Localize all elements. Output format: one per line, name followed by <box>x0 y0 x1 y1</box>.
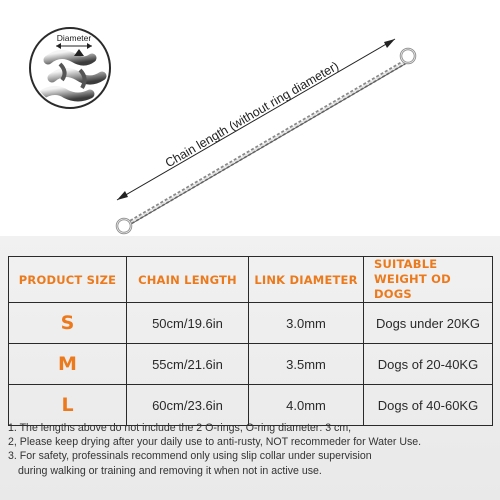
chain-length-cell: 60cm/23.6in <box>127 385 249 426</box>
size-cell: M <box>9 344 127 385</box>
chain-length-cell: 50cm/19.6in <box>127 303 249 344</box>
size-cell: S <box>9 303 127 344</box>
chain-length-cell: 55cm/21.6in <box>127 344 249 385</box>
link-detail-inset <box>30 28 110 108</box>
suitable-weight-cell: Dogs of 20-40KG <box>364 344 493 385</box>
link-diameter-cell: 3.0mm <box>249 303 364 344</box>
note-line: 3. For safety, professinals recommend only using slip collar under supervision <box>8 450 372 463</box>
link-diameter-cell: 3.5mm <box>249 344 364 385</box>
note-line: 1. The lengths above do not include the 2 O-rings, O-ring diameter: 3 cm, <box>8 422 352 434</box>
diameter-label: Diameter <box>56 33 92 43</box>
table-row <box>9 385 493 426</box>
note-line: during walking or training and removing it when not in active use. <box>18 464 322 477</box>
table-row <box>9 344 493 385</box>
suitable-weight-cell: Dogs of 40-60KG <box>364 385 493 426</box>
header-product-size: PRODUCT SIZE <box>9 257 127 303</box>
header-chain-length: CHAIN LENGTH <box>127 257 249 303</box>
slip-chain-illustration <box>117 49 415 233</box>
chain-length-dimension <box>117 39 395 200</box>
size-cell: L <box>9 385 127 426</box>
table-header-row <box>9 257 493 303</box>
header-suitable-weight: SUITABLE WEIGHT OD DOGS <box>364 257 493 303</box>
usage-notes <box>8 421 496 478</box>
chain-length-label: Chain length (without ring diameter) <box>162 58 342 171</box>
link-diameter-cell: 4.0mm <box>249 385 364 426</box>
header-link-diameter: LINK DIAMETER <box>249 257 364 303</box>
size-chart-table <box>8 256 493 426</box>
suitable-weight-cell: Dogs under 20KG <box>364 303 493 344</box>
note-line: 2, Please keep drying after your daily use to anti-rusty, NOT recommeder for Water Use. <box>8 436 422 449</box>
table-row <box>9 303 493 344</box>
